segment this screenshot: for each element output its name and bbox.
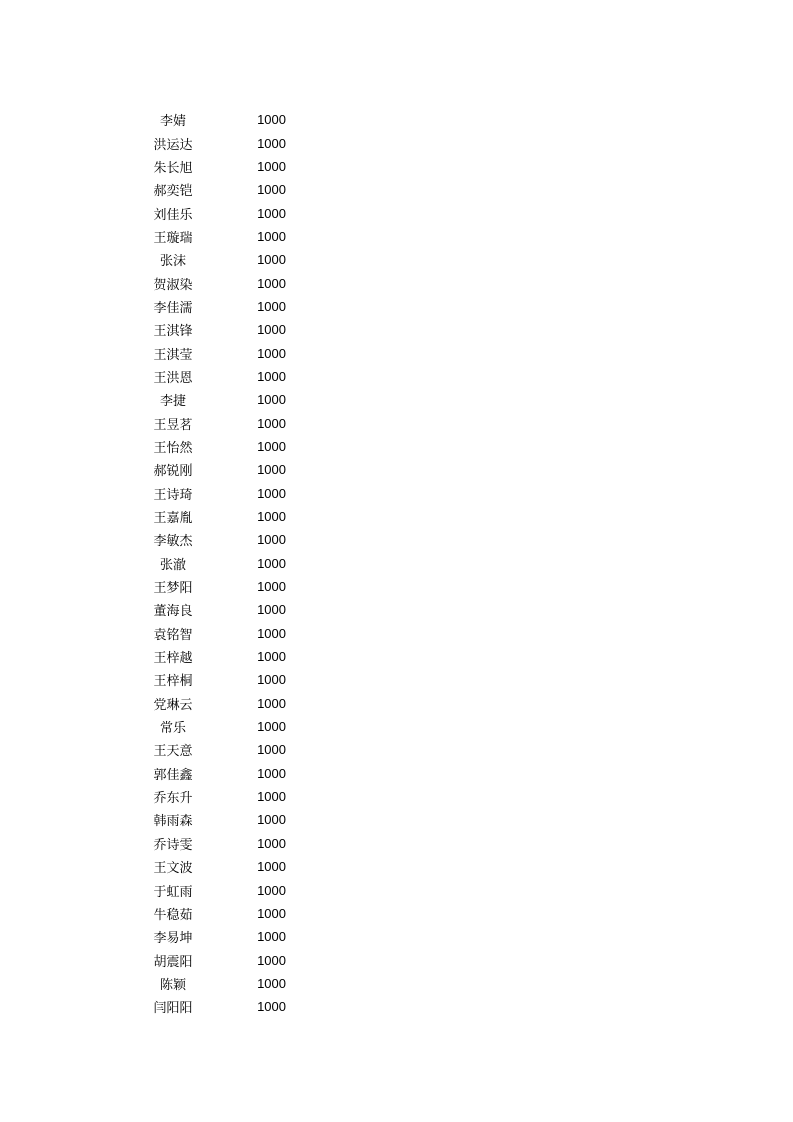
person-name: 王嘉胤 xyxy=(153,511,193,527)
person-name: 闫阳阳 xyxy=(153,1001,193,1017)
amount-value: 1000 xyxy=(257,649,286,665)
list-row xyxy=(140,668,310,691)
list-row xyxy=(140,762,310,785)
amount-value: 1000 xyxy=(257,182,286,198)
list-row xyxy=(140,808,310,831)
amount-value: 1000 xyxy=(257,999,286,1015)
person-name: 于虹雨 xyxy=(153,884,193,900)
amount-value: 1000 xyxy=(257,882,286,898)
person-name: 张沫 xyxy=(159,254,186,270)
amount-value: 1000 xyxy=(257,835,286,851)
list-row xyxy=(140,925,310,948)
list-row xyxy=(140,178,310,201)
person-name: 王怡然 xyxy=(153,440,193,456)
amount-value: 1000 xyxy=(257,625,286,641)
amount-value: 1000 xyxy=(257,509,286,525)
list-row xyxy=(140,785,310,808)
list-row xyxy=(140,715,310,738)
list-row xyxy=(140,155,310,178)
person-name: 李敏杰 xyxy=(153,534,193,550)
person-name: 刘佳乐 xyxy=(153,207,193,223)
person-name: 王昱茗 xyxy=(153,417,193,433)
amount-value: 1000 xyxy=(257,135,286,151)
person-name: 李佳濡 xyxy=(153,300,193,316)
list-row xyxy=(140,902,310,925)
list-row xyxy=(140,948,310,971)
list-row xyxy=(140,318,310,341)
amount-value: 1000 xyxy=(257,205,286,221)
list-row xyxy=(140,341,310,364)
amount-value: 1000 xyxy=(257,392,286,408)
amount-value: 1000 xyxy=(257,438,286,454)
amount-value: 1000 xyxy=(257,415,286,431)
list-row xyxy=(140,482,310,505)
amount-value: 1000 xyxy=(257,859,286,875)
list-row xyxy=(140,505,310,528)
list-row xyxy=(140,295,310,318)
amount-value: 1000 xyxy=(257,929,286,945)
amount-value: 1000 xyxy=(257,695,286,711)
amount-value: 1000 xyxy=(257,765,286,781)
person-name: 王梦阳 xyxy=(153,581,193,597)
list-row xyxy=(140,995,310,1018)
list-row xyxy=(140,692,310,715)
list-row xyxy=(140,645,310,668)
amount-value: 1000 xyxy=(257,812,286,828)
amount-value: 1000 xyxy=(257,485,286,501)
person-name: 牛稳茹 xyxy=(153,907,193,923)
amount-value: 1000 xyxy=(257,298,286,314)
person-name: 李易坤 xyxy=(153,931,193,947)
list-row xyxy=(140,271,310,294)
person-name: 李婧 xyxy=(159,114,186,130)
list-row xyxy=(140,131,310,154)
person-name: 王淇锋 xyxy=(153,324,193,340)
person-name: 郝锐刚 xyxy=(153,464,193,480)
amount-value: 1000 xyxy=(257,158,286,174)
amount-value: 1000 xyxy=(257,975,286,991)
amount-value: 1000 xyxy=(257,368,286,384)
amount-value: 1000 xyxy=(257,905,286,921)
list-row xyxy=(140,388,310,411)
amount-value: 1000 xyxy=(257,719,286,735)
amount-value: 1000 xyxy=(257,345,286,361)
person-name: 王璇瑞 xyxy=(153,230,193,246)
person-name: 韩雨森 xyxy=(153,814,193,830)
person-name: 王梓越 xyxy=(153,651,193,667)
person-name: 郭佳鑫 xyxy=(153,767,193,783)
person-name: 王诗琦 xyxy=(153,487,193,503)
list-row xyxy=(140,832,310,855)
person-name: 贺淑染 xyxy=(153,277,193,293)
person-name: 董海良 xyxy=(153,604,193,620)
person-name: 陈颖 xyxy=(159,977,186,993)
list-row xyxy=(140,598,310,621)
amount-value: 1000 xyxy=(257,112,286,128)
person-name: 王梓桐 xyxy=(153,674,193,690)
amount-value: 1000 xyxy=(257,252,286,268)
list-row xyxy=(140,108,310,131)
list-row xyxy=(140,458,310,481)
list-row xyxy=(140,622,310,645)
amount-value: 1000 xyxy=(257,602,286,618)
person-name: 王淇莹 xyxy=(153,347,193,363)
list-row xyxy=(140,878,310,901)
person-name: 洪运达 xyxy=(153,137,193,153)
list-row xyxy=(140,435,310,458)
list-row xyxy=(140,855,310,878)
person-name: 常乐 xyxy=(159,721,186,737)
list-row xyxy=(140,248,310,271)
person-name: 王文波 xyxy=(153,861,193,877)
person-name: 郝奕铠 xyxy=(153,184,193,200)
amount-value: 1000 xyxy=(257,555,286,571)
amount-value: 1000 xyxy=(257,322,286,338)
list-row xyxy=(140,365,310,388)
person-name: 乔诗雯 xyxy=(153,837,193,853)
person-name: 王洪恩 xyxy=(153,370,193,386)
amount-value: 1000 xyxy=(257,228,286,244)
person-name: 张澈 xyxy=(159,557,186,573)
list-row xyxy=(140,528,310,551)
list-row xyxy=(140,411,310,434)
list-row xyxy=(140,972,310,995)
amount-value: 1000 xyxy=(257,952,286,968)
list-row xyxy=(140,201,310,224)
person-name: 朱长旭 xyxy=(153,160,193,176)
amount-value: 1000 xyxy=(257,579,286,595)
amount-value: 1000 xyxy=(257,672,286,688)
list-row xyxy=(140,552,310,575)
person-name: 王天意 xyxy=(153,744,193,760)
amount-value: 1000 xyxy=(257,742,286,758)
amount-value: 1000 xyxy=(257,275,286,291)
list-row xyxy=(140,575,310,598)
amount-value: 1000 xyxy=(257,462,286,478)
person-name: 胡震阳 xyxy=(153,954,193,970)
person-name: 党琳云 xyxy=(153,697,193,713)
amount-value: 1000 xyxy=(257,789,286,805)
person-name: 袁铭智 xyxy=(153,627,193,643)
list-row xyxy=(140,738,310,761)
list-row xyxy=(140,225,310,248)
person-name: 乔东升 xyxy=(153,791,193,807)
person-name: 李捷 xyxy=(159,394,186,410)
amount-value: 1000 xyxy=(257,532,286,548)
name-amount-list xyxy=(140,108,310,1018)
